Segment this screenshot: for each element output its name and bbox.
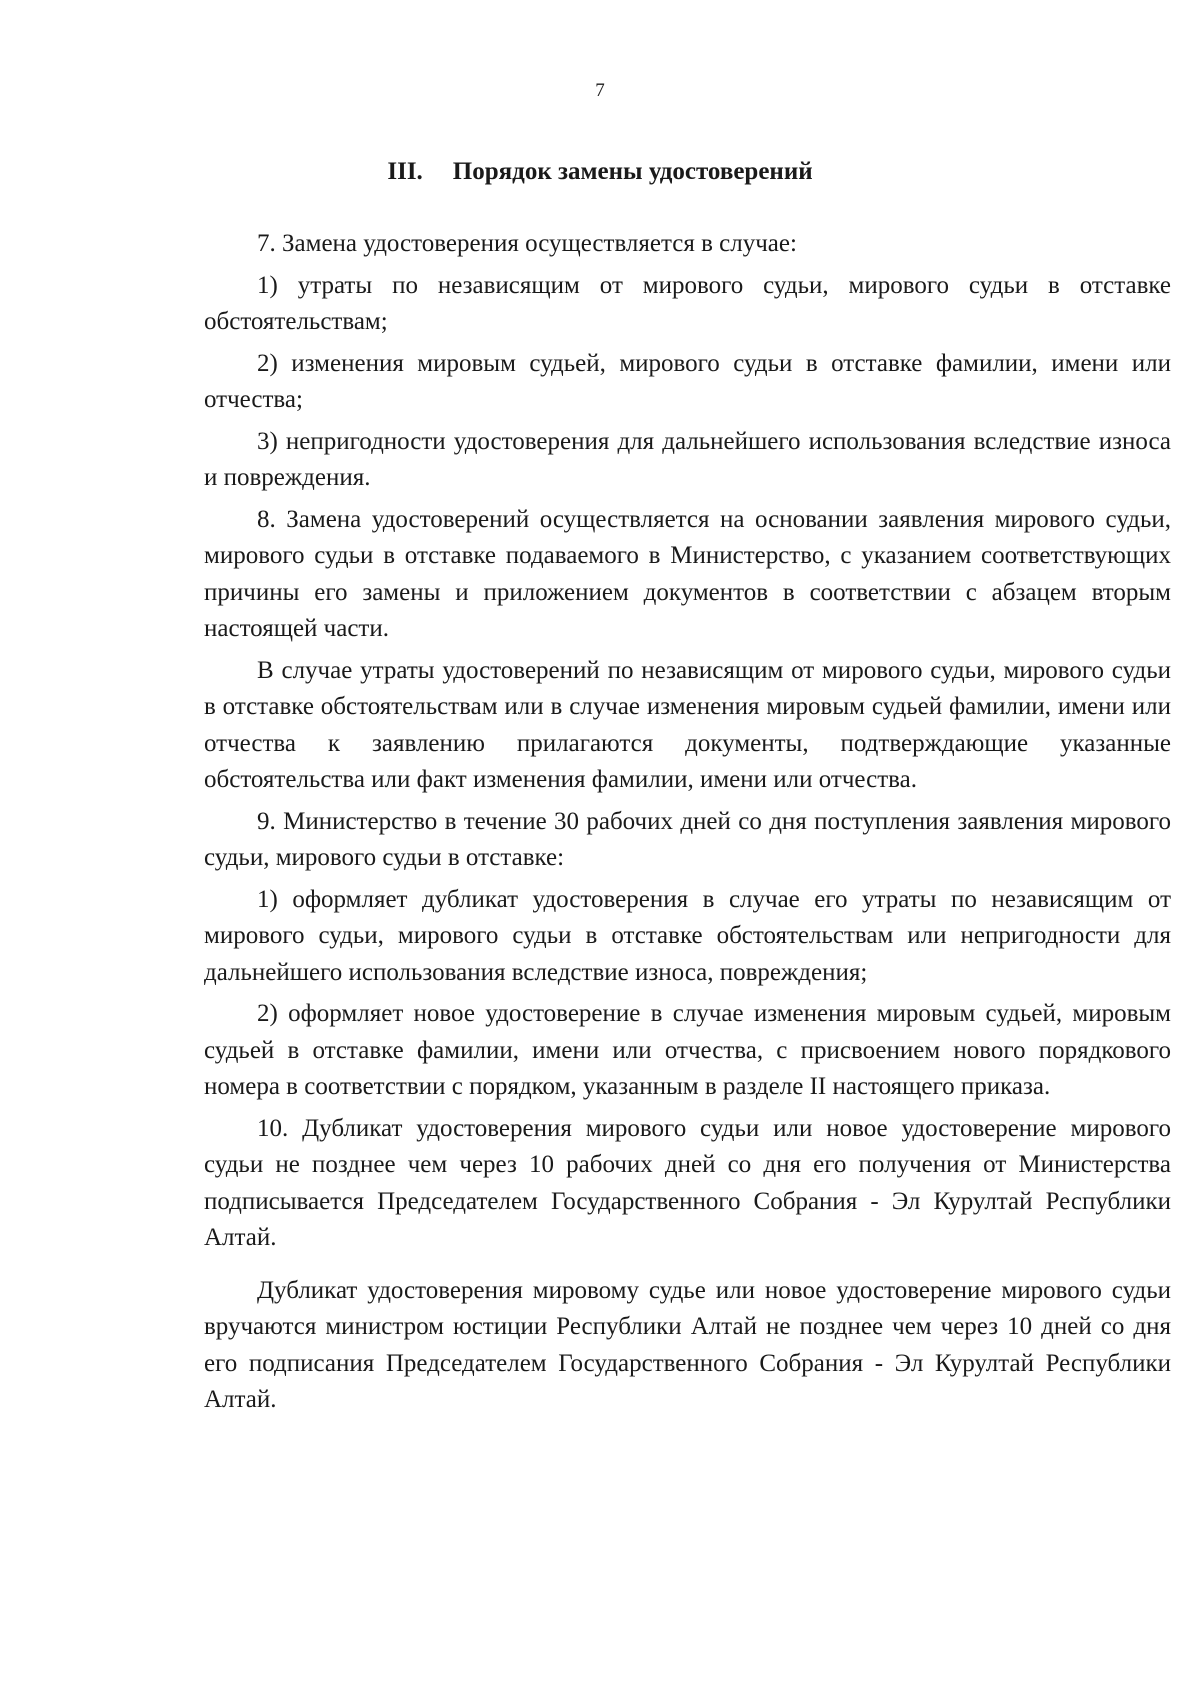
section-title: Порядок замены удостоверений [452,158,813,185]
paragraph-8-continued: В случае утраты удостоверений по независящим от мирового судьи, мирового судьи в отставке обстоятельствам или в случае изменения мировым судьей фамилии, имени или отчества к заявлению прилагаются документы, подтверждающие указанные обстоятельства или факт изменения фамилии, имени или отчества. [204,656,1171,793]
paragraph-7-item-3: 3) непригодности удостоверения для дальнейшего использования вследствие износа и повреждения. [204,427,1171,491]
paragraph-9: 9. Министерство в течение 30 рабочих дней со дня поступления заявления мирового судьи, мирового судьи в отставке: [204,807,1171,871]
section-numeral: III. [387,158,423,185]
section-heading [0,158,1200,186]
document-body [204,226,1171,1419]
paragraph-8: 8. Замена удостоверений осуществляется на основании заявления мирового судьи, мирового судьи в отставке подаваемого в Министерство, с указанием соответствующих причины его замены и приложением документов в соответствии с абзацем вторым настоящей части. [204,505,1171,642]
paragraph-10-continued: Дубликат удостоверения мировому судье или новое удостоверение мирового судьи вручаются министром юстиции Республики Алтай не позднее чем через 10 дней со дня его подписания Председателем Государственного Собрания - Эл Курултай Республики Алтай. [204,1276,1171,1413]
paragraph-7: 7. Замена удостоверения осуществляется в случае: [257,230,797,257]
paragraph-10: 10. Дубликат удостоверения мирового судьи или новое удостоверение мирового судьи не позднее чем через 10 рабочих дней со дня его получения от Министерства подписывается Председателем Государственного Собрания - Эл Курултай Республики Алтай. [204,1114,1171,1251]
page-number: 7 [595,80,605,101]
paragraph-9-item-2: 2) оформляет новое удостоверение в случае изменения мировым судьей, мировым судьей в отставке фамилии, имени или отчества, с присвоением нового порядкового номера в соответствии с порядком, указанным в разделе II настоящего приказа. [204,1000,1171,1100]
paragraph-7-item-1: 1) утраты по независящим от мирового судьи, мирового судьи в отставке обстоятельствам; [204,271,1171,335]
paragraph-7-item-2: 2) изменения мировым судьей, мирового судьи в отставке фамилии, имени или отчества; [204,349,1171,413]
paragraph-9-item-1: 1) оформляет дубликат удостоверения в случае его утраты по независящим от мирового судьи, мирового судьи в отставке обстоятельствам или непригодности для дальнейшего использования вследствие износа, повреждения; [204,885,1171,986]
